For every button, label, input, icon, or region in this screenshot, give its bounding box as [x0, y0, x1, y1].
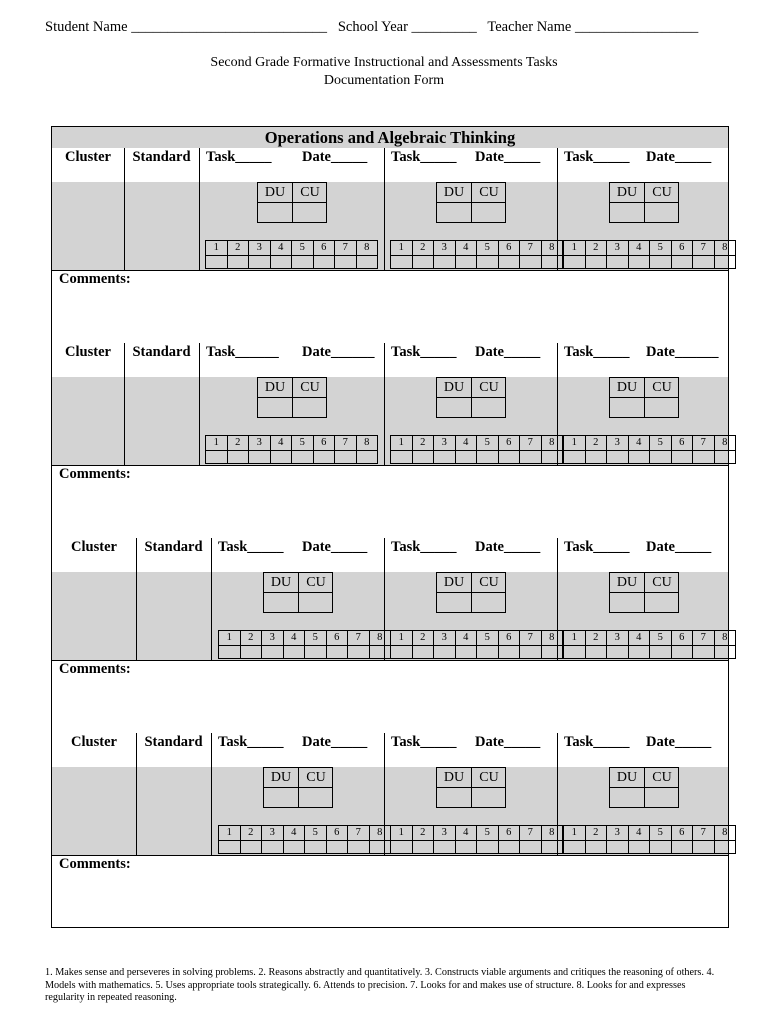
column-divider — [557, 343, 558, 465]
practice-number[interactable]: 2 — [228, 436, 250, 463]
practice-number[interactable]: 6 — [672, 241, 694, 268]
practice-number[interactable]: 8 — [715, 241, 736, 268]
date-field[interactable]: Date_____ — [475, 734, 541, 750]
practice-number[interactable]: 5 — [305, 826, 327, 853]
du-cu-box[interactable] — [436, 377, 506, 418]
du-cu-box[interactable] — [436, 767, 506, 808]
practice-number[interactable]: 3 — [434, 631, 456, 658]
practice-number[interactable]: 1 — [219, 631, 241, 658]
date-field[interactable]: Date______ — [302, 344, 375, 360]
du-label: DU — [616, 770, 638, 785]
cluster-header: Cluster — [71, 539, 117, 555]
practice-number[interactable]: 5 — [477, 241, 499, 268]
cluster-header: Cluster — [71, 734, 117, 750]
cu-label: CU — [300, 380, 320, 395]
practice-number[interactable]: 3 — [249, 436, 271, 463]
practice-number[interactable]: 3 — [262, 826, 284, 853]
date-field[interactable]: Date_____ — [475, 149, 541, 165]
practice-number[interactable]: 4 — [271, 436, 293, 463]
teacher-name-field[interactable]: _________________ — [574, 19, 699, 35]
form-header — [45, 19, 698, 36]
practice-number[interactable]: 6 — [672, 826, 694, 853]
block-entry-row — [52, 767, 728, 856]
comments-area[interactable] — [52, 465, 728, 539]
du-cu-box[interactable] — [609, 572, 679, 613]
practice-number[interactable]: 6 — [499, 241, 521, 268]
block-entry-row — [52, 182, 728, 271]
du-label: DU — [264, 185, 286, 200]
practice-number[interactable]: 1 — [564, 241, 586, 268]
cu-label: CU — [652, 380, 672, 395]
practice-number[interactable]: 1 — [564, 631, 586, 658]
practice-number[interactable]: 8 — [542, 436, 563, 463]
form-title: Second Grade Formative Instructional and Assessments Tasks — [210, 55, 558, 70]
practice-number[interactable]: 1 — [206, 241, 228, 268]
practice-number[interactable]: 7 — [335, 436, 357, 463]
du-cu-box[interactable] — [257, 182, 327, 223]
practice-number[interactable]: 1 — [391, 436, 413, 463]
practice-number[interactable]: 5 — [305, 631, 327, 658]
assessment-block — [52, 343, 728, 538]
date-field[interactable]: Date_____ — [646, 149, 712, 165]
assessment-block — [52, 733, 728, 928]
practice-number[interactable]: 4 — [456, 436, 478, 463]
practice-number[interactable]: 1 — [564, 826, 586, 853]
practice-number[interactable]: 1 — [206, 436, 228, 463]
practice-number[interactable]: 3 — [607, 436, 629, 463]
column-divider — [211, 733, 212, 855]
practice-scale[interactable] — [390, 435, 563, 464]
du-label: DU — [264, 380, 286, 395]
date-field[interactable]: Date______ — [646, 344, 719, 360]
practice-number[interactable]: 2 — [228, 241, 250, 268]
column-divider — [384, 343, 385, 465]
practice-number[interactable]: 6 — [327, 631, 349, 658]
practice-number[interactable]: 8 — [715, 826, 736, 853]
standard-header: Standard — [144, 734, 203, 750]
du-label: DU — [443, 185, 465, 200]
practice-number[interactable]: 5 — [650, 826, 672, 853]
cluster-header: Cluster — [65, 149, 111, 165]
column-divider — [211, 538, 212, 660]
practice-number[interactable]: 4 — [456, 241, 478, 268]
practice-number[interactable]: 5 — [650, 436, 672, 463]
form-subtitle: Documentation Form — [323, 73, 445, 88]
practice-number[interactable]: 1 — [391, 826, 413, 853]
practice-number[interactable]: 2 — [413, 826, 435, 853]
practice-number[interactable]: 8 — [715, 631, 736, 658]
du-label: DU — [270, 770, 292, 785]
block-header-row — [52, 148, 728, 183]
practice-number[interactable]: 4 — [284, 826, 306, 853]
practice-number[interactable]: 3 — [262, 631, 284, 658]
block-header-row — [52, 538, 728, 573]
cu-label: CU — [479, 575, 499, 590]
practice-number[interactable]: 3 — [607, 241, 629, 268]
date-field[interactable]: Date_____ — [302, 539, 368, 555]
practice-scale[interactable] — [563, 630, 736, 659]
block-header-row — [52, 343, 728, 378]
practice-number[interactable]: 4 — [456, 631, 478, 658]
du-cu-box[interactable] — [609, 182, 679, 223]
standard-header: Standard — [144, 539, 203, 555]
practice-number[interactable]: 6 — [499, 826, 521, 853]
column-divider — [136, 733, 137, 855]
du-cu-box[interactable] — [436, 182, 506, 223]
practice-number[interactable]: 3 — [249, 241, 271, 268]
practice-number[interactable]: 2 — [586, 826, 608, 853]
practice-scale[interactable] — [390, 630, 563, 659]
practice-number[interactable]: 7 — [520, 436, 542, 463]
practice-number[interactable]: 4 — [629, 826, 651, 853]
comments-area[interactable] — [52, 270, 728, 344]
practice-number[interactable]: 6 — [314, 241, 336, 268]
column-divider — [124, 148, 125, 270]
practice-scale[interactable] — [218, 825, 391, 854]
assessment-block — [52, 538, 728, 733]
comments-label: Comments: — [59, 856, 131, 872]
practice-number[interactable]: 6 — [672, 631, 694, 658]
column-divider — [136, 538, 137, 660]
comments-area[interactable] — [52, 660, 728, 734]
practice-number[interactable]: 8 — [357, 436, 378, 463]
column-divider — [199, 148, 200, 270]
task-field[interactable]: Task_____ — [206, 149, 272, 165]
du-cu-box[interactable] — [263, 767, 333, 808]
comments-area[interactable] — [52, 855, 728, 927]
practice-number[interactable]: 7 — [348, 631, 370, 658]
date-field[interactable]: Date_____ — [475, 344, 541, 360]
practice-number[interactable]: 5 — [292, 436, 314, 463]
column-divider — [384, 538, 385, 660]
practice-number[interactable]: 5 — [292, 241, 314, 268]
practice-number[interactable]: 8 — [542, 241, 563, 268]
practice-number[interactable]: 2 — [586, 436, 608, 463]
task-field[interactable]: Task_____ — [564, 734, 630, 750]
practice-number[interactable]: 5 — [650, 631, 672, 658]
du-cu-box[interactable] — [257, 377, 327, 418]
practice-number[interactable]: 7 — [520, 826, 542, 853]
du-label: DU — [270, 575, 292, 590]
cu-label: CU — [306, 575, 326, 590]
date-field[interactable]: Date_____ — [646, 734, 712, 750]
practice-number[interactable]: 2 — [586, 631, 608, 658]
practice-number[interactable]: 1 — [391, 631, 413, 658]
practice-scale[interactable] — [205, 435, 378, 464]
practice-number[interactable]: 8 — [542, 631, 563, 658]
practice-number[interactable]: 5 — [477, 631, 499, 658]
cu-label: CU — [652, 575, 672, 590]
practice-number[interactable]: 3 — [434, 436, 456, 463]
practice-number[interactable]: 4 — [456, 826, 478, 853]
column-divider — [384, 733, 385, 855]
date-field[interactable]: Date_____ — [302, 149, 368, 165]
school-year-field[interactable]: _________ — [411, 19, 477, 35]
du-label: DU — [616, 380, 638, 395]
practice-number[interactable]: 1 — [564, 436, 586, 463]
column-divider — [384, 148, 385, 270]
practice-scale[interactable] — [390, 240, 563, 269]
block-entry-row — [52, 572, 728, 661]
date-field[interactable]: Date_____ — [646, 539, 712, 555]
task-field[interactable]: Task_____ — [391, 734, 457, 750]
comments-label: Comments: — [59, 466, 131, 482]
practice-number[interactable]: 5 — [477, 436, 499, 463]
practice-number[interactable]: 3 — [434, 826, 456, 853]
cluster-header: Cluster — [65, 344, 111, 360]
practice-number[interactable]: 7 — [520, 631, 542, 658]
practice-number[interactable]: 8 — [370, 826, 391, 853]
practice-number[interactable]: 5 — [650, 241, 672, 268]
practice-number[interactable]: 4 — [271, 241, 293, 268]
practice-number[interactable]: 7 — [693, 241, 715, 268]
practice-number[interactable]: 6 — [499, 436, 521, 463]
student-name-label: Student Name — [45, 19, 128, 35]
practice-number[interactable]: 5 — [477, 826, 499, 853]
section-title: Operations and Algebraic Thinking — [52, 127, 728, 149]
date-field[interactable]: Date_____ — [475, 539, 541, 555]
task-field[interactable]: Task_____ — [564, 149, 630, 165]
practice-number[interactable]: 7 — [693, 631, 715, 658]
practice-number[interactable]: 1 — [391, 241, 413, 268]
practice-number[interactable]: 2 — [241, 631, 263, 658]
task-field[interactable]: Task_____ — [391, 539, 457, 555]
standard-header: Standard — [132, 344, 191, 360]
cu-label: CU — [479, 770, 499, 785]
assessment-block — [52, 148, 728, 343]
comments-label: Comments: — [59, 271, 131, 287]
documentation-table — [51, 126, 729, 928]
teacher-name-label: Teacher Name — [487, 19, 572, 35]
du-cu-box[interactable] — [436, 572, 506, 613]
column-divider — [557, 733, 558, 855]
task-field[interactable]: Task_____ — [218, 734, 284, 750]
practice-number[interactable]: 7 — [348, 826, 370, 853]
practice-number[interactable]: 3 — [607, 826, 629, 853]
practice-number[interactable]: 4 — [284, 631, 306, 658]
practice-number[interactable]: 3 — [607, 631, 629, 658]
cu-label: CU — [652, 770, 672, 785]
practice-number[interactable]: 8 — [715, 436, 736, 463]
du-cu-box[interactable] — [609, 767, 679, 808]
practice-scale[interactable] — [563, 825, 736, 854]
task-field[interactable]: Task______ — [206, 344, 279, 360]
task-field[interactable]: Task_____ — [218, 539, 284, 555]
practice-number[interactable]: 2 — [413, 631, 435, 658]
cu-label: CU — [479, 185, 499, 200]
practice-scale[interactable] — [563, 240, 736, 269]
cu-label: CU — [306, 770, 326, 785]
du-label: DU — [616, 185, 638, 200]
task-field[interactable]: Task_____ — [564, 539, 630, 555]
practice-number[interactable]: 2 — [586, 241, 608, 268]
practice-number[interactable]: 7 — [335, 241, 357, 268]
practice-scale[interactable] — [563, 435, 736, 464]
block-header-row — [52, 733, 728, 768]
practice-number[interactable]: 6 — [327, 826, 349, 853]
du-label: DU — [443, 770, 465, 785]
practice-number[interactable]: 8 — [370, 631, 391, 658]
cu-label: CU — [300, 185, 320, 200]
column-divider — [199, 343, 200, 465]
column-divider — [557, 148, 558, 270]
task-field[interactable]: Task_____ — [391, 344, 457, 360]
practice-number[interactable]: 7 — [520, 241, 542, 268]
practice-scale[interactable] — [205, 240, 378, 269]
standard-header: Standard — [132, 149, 191, 165]
du-label: DU — [443, 575, 465, 590]
practice-number[interactable]: 1 — [219, 826, 241, 853]
footnote: 1. Makes sense and perseveres in solving problems. 2. Reasons abstractly and quantitatively. 3. Constructs viable arguments and critiques the reasoning of others. 4. Models with mathematics. 5. Uses appropriate tools strategically. 6. Attends to precision. 7. Looks for and makes use of structure. 8. Looks for and expresses regularity in repeated reasoning. — [45, 967, 715, 1003]
cu-label: CU — [652, 185, 672, 200]
practice-number[interactable]: 8 — [542, 826, 563, 853]
column-divider — [557, 538, 558, 660]
practice-number[interactable]: 2 — [413, 241, 435, 268]
practice-number[interactable]: 3 — [434, 241, 456, 268]
du-label: DU — [616, 575, 638, 590]
practice-number[interactable]: 6 — [672, 436, 694, 463]
practice-number[interactable]: 6 — [499, 631, 521, 658]
cu-label: CU — [479, 380, 499, 395]
practice-scale[interactable] — [218, 630, 391, 659]
column-divider — [124, 343, 125, 465]
du-cu-box[interactable] — [609, 377, 679, 418]
comments-label: Comments: — [59, 661, 131, 677]
practice-number[interactable]: 2 — [413, 436, 435, 463]
practice-scale[interactable] — [390, 825, 563, 854]
task-field[interactable]: Task_____ — [391, 149, 457, 165]
school-year-label: School Year — [337, 19, 408, 35]
du-cu-box[interactable] — [263, 572, 333, 613]
task-field[interactable]: Task_____ — [564, 344, 630, 360]
date-field[interactable]: Date_____ — [302, 734, 368, 750]
practice-number[interactable]: 4 — [629, 241, 651, 268]
practice-number[interactable]: 4 — [629, 631, 651, 658]
du-label: DU — [443, 380, 465, 395]
practice-number[interactable]: 2 — [241, 826, 263, 853]
student-name-field[interactable]: ___________________________ — [131, 19, 327, 35]
block-entry-row — [52, 377, 728, 466]
practice-number[interactable]: 7 — [693, 436, 715, 463]
practice-number[interactable]: 8 — [357, 241, 378, 268]
practice-number[interactable]: 7 — [693, 826, 715, 853]
practice-number[interactable]: 6 — [314, 436, 336, 463]
practice-number[interactable]: 4 — [629, 436, 651, 463]
